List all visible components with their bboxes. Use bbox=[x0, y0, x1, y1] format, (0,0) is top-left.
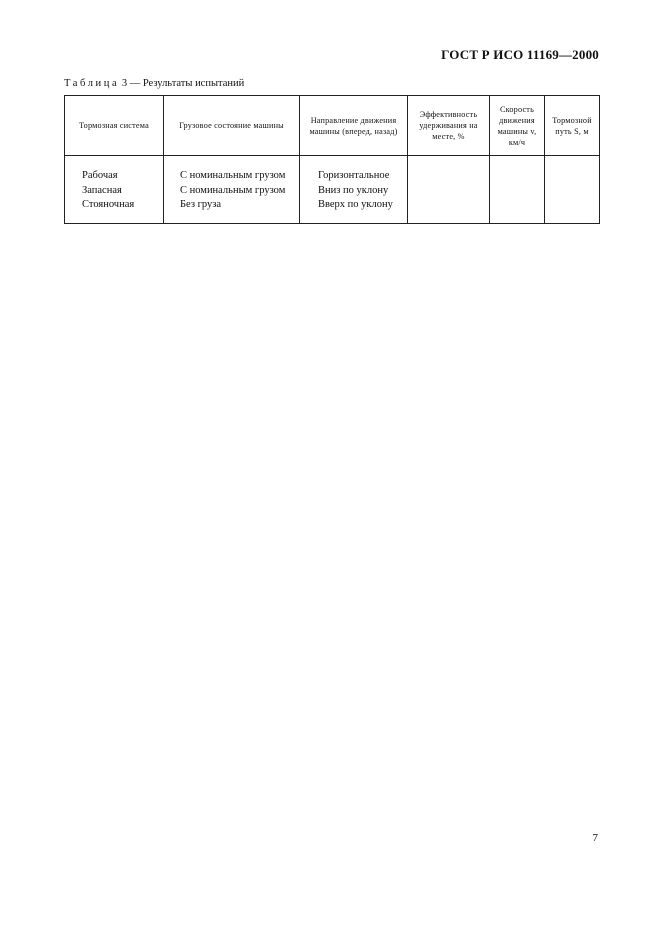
brake-system-value: Рабочая bbox=[82, 170, 118, 181]
holding-efficiency-cell bbox=[408, 156, 490, 224]
column-header-brake-system: Тормозная система bbox=[65, 96, 164, 156]
brake-system-cell bbox=[65, 156, 164, 224]
load-state-value: С номинальным грузом bbox=[180, 170, 286, 181]
column-header-speed: Скорость движения машины v, км/ч bbox=[490, 96, 545, 156]
load-state-value: С номинальным грузом bbox=[180, 184, 286, 196]
column-header-load-state: Грузовое состояние машины bbox=[164, 96, 300, 156]
direction-value: Вверх по уклону bbox=[318, 199, 393, 210]
table-caption bbox=[64, 78, 244, 89]
table-caption-number: 3 bbox=[121, 78, 128, 89]
results-table bbox=[64, 95, 600, 224]
page-number: 7 bbox=[592, 832, 598, 844]
brake-system-value: Запасная bbox=[82, 184, 122, 196]
table-caption-title: — Результаты испытаний bbox=[129, 78, 245, 89]
brake-system-value: Стояночная bbox=[82, 199, 135, 210]
column-header-braking-distance: Тормозной путь S, м bbox=[545, 96, 600, 156]
direction-cell bbox=[300, 156, 408, 224]
direction-value: Вниз по уклону bbox=[318, 184, 389, 196]
load-state-value: Без груза bbox=[180, 199, 222, 210]
speed-cell bbox=[490, 156, 545, 224]
direction-value: Горизонтальное bbox=[318, 170, 390, 181]
column-header-holding-efficiency: Эффективность удерживания на месте, % bbox=[408, 96, 490, 156]
table-header-row bbox=[65, 96, 600, 156]
table-row bbox=[65, 156, 600, 224]
column-header-direction: Направление движения машины (вперед, назад) bbox=[300, 96, 408, 156]
table-caption-prefix: Таблица bbox=[64, 78, 120, 89]
braking-distance-cell bbox=[545, 156, 600, 224]
document-header: ГОСТ Р ИСО 11169—2000 bbox=[441, 47, 599, 62]
load-state-cell bbox=[164, 156, 300, 224]
